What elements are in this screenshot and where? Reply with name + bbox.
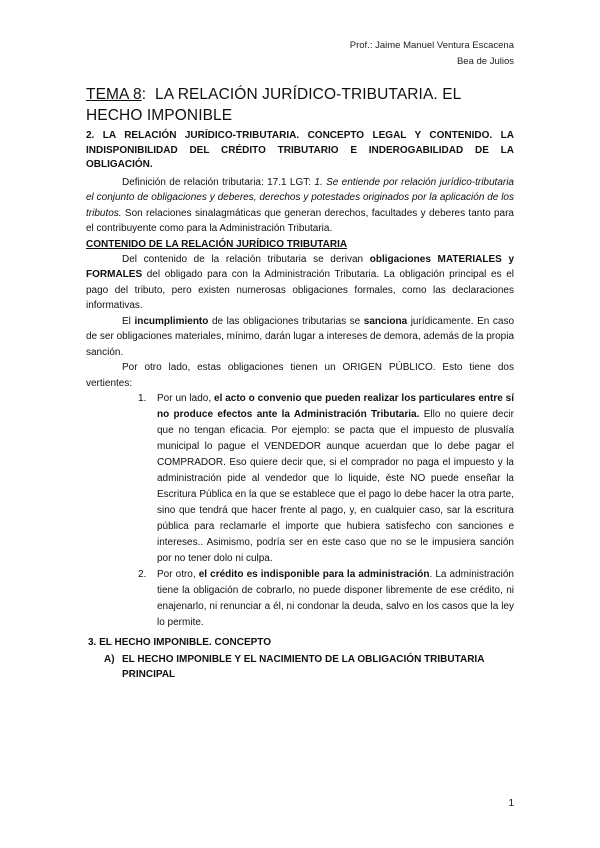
document-title (86, 84, 514, 126)
content-subheading: CONTENIDO DE LA RELACIÓN JURÍDICO TRIBUTARIA (86, 238, 348, 250)
header-institution: Bea de Julios (456, 56, 514, 67)
p1-text-a: Del contenido de la relación tributaria se derivan (122, 253, 370, 265)
definition-paragraph (86, 175, 514, 237)
definition-suffix: Son relaciones sinalagmáticas que generan derechos, facultades y deberes tanto para el contribuyente como para la Administración Tributaria. (86, 207, 514, 234)
section-3-heading: 3. EL HECHO IMPONIBLE. CONCEPTO (88, 637, 271, 648)
p1-text-c: del obligado para con la Administración Tributaria. La obligación principal es el pago del tributo, pero existen numerosas obligaciones formales, como las declaraciones informativas. (86, 269, 514, 311)
item-1-pre: Por un lado, (157, 393, 215, 404)
list-item-number: 1. (138, 393, 147, 404)
item-1-post: Ello no quiere decir que no tengan eficacia. Por ejemplo: se pacta que el impuesto de plusvalía municipal lo pague el VENDEDOR aunque acuerdan que lo debe pagar el COMPRADOR. Eso quiere decir que, si el comprador no paga el impuesto y la administración pide al vendedor que lo liquide, éste NO puede enseñar la Escritura Pública en la que se establece que el pago lo debe hacer la otra parte, sino que tendrá que hacer frente al pago, y, en cualquier caso, sar la escritura pública para reclamarle el importe que hubiera satisfecho con sanciones e intereses.. Asimismo, podría ser en este caso que no se le impusiera sanción por no tener dolo ni culpa. (157, 409, 514, 564)
page-number: 1 (508, 798, 514, 809)
title-text: LA RELACIÓN JURÍDICO-TRIBUTARIA. EL HECHO IMPONIBLE (86, 86, 461, 124)
item-2-post: . La administración tiene la obligación de cobrarlo, no puede disponer libremente de ese crédito, ni enajenarlo, ni renunciar a él, ni condonar la deuda, salvo en los casos que la ley lo permite. (157, 569, 514, 628)
paragraph-noncompliance (86, 314, 514, 361)
definition-prefix: Definición de relación tributaria: 17.1 LGT: (122, 176, 315, 188)
list-item-number: 2. (138, 569, 147, 580)
item-2-bold: el crédito es indisponible para la administración (198, 569, 430, 580)
title-colon: : (141, 86, 147, 103)
item-1-bold: el acto o convenio que pueden realizar los particulares entre sí no produce efectos ante la Administración Tributaria. (157, 393, 514, 420)
item-2-pre: Por otro, (157, 569, 199, 580)
header-author: Prof.: Jaime Manuel Ventura Escacena (349, 40, 514, 51)
section-2-heading: 2. LA RELACIÓN JURÍDICO-TRIBUTARIA. CONCEPTO LEGAL Y CONTENIDO. LA INDISPONIBILIDAD DEL CRÉDITO TRIBUTARIO E INDEROGABILIDAD DE LA OBLIGACIÓN. (86, 130, 514, 170)
p2-text-e: jurídicamente. En caso de ser obligaciones materiales, mínimo, darán lugar a intereses de demora, además de la propia sanción. (86, 315, 515, 358)
p2-bold-sanciona: sanciona (363, 315, 408, 327)
list-item (86, 567, 514, 631)
p1-bold: obligaciones MATERIALES y FORMALES (86, 253, 515, 280)
list-item (86, 391, 514, 567)
subsection-a-heading (86, 652, 514, 682)
paragraph-obligations (86, 252, 514, 314)
page-header (350, 38, 514, 70)
document-body (86, 84, 514, 682)
p2-bold-incumplimiento: incumplimiento (134, 315, 209, 327)
p2-text-c: de las obligaciones tributarias se (208, 315, 364, 327)
definition-quote: 1. Se entiende por relación jurídico-tributaria el conjunto de obligaciones y deberes, derechos y potestades originados por la aplicación de los tributos. (86, 176, 514, 219)
p2-text-a: El (122, 315, 135, 327)
title-number: TEMA 8 (86, 86, 142, 103)
numbered-list (86, 391, 514, 631)
subsection-a-letter: A) (104, 654, 115, 665)
paragraph-public-origin: Por otro lado, estas obligaciones tienen un ORIGEN PÚBLICO. Esto tiene dos vertientes: (86, 362, 514, 389)
subsection-a-text: EL HECHO IMPONIBLE Y EL NACIMIENTO DE LA OBLIGACIÓN TRIBUTARIA PRINCIPAL (122, 654, 485, 680)
